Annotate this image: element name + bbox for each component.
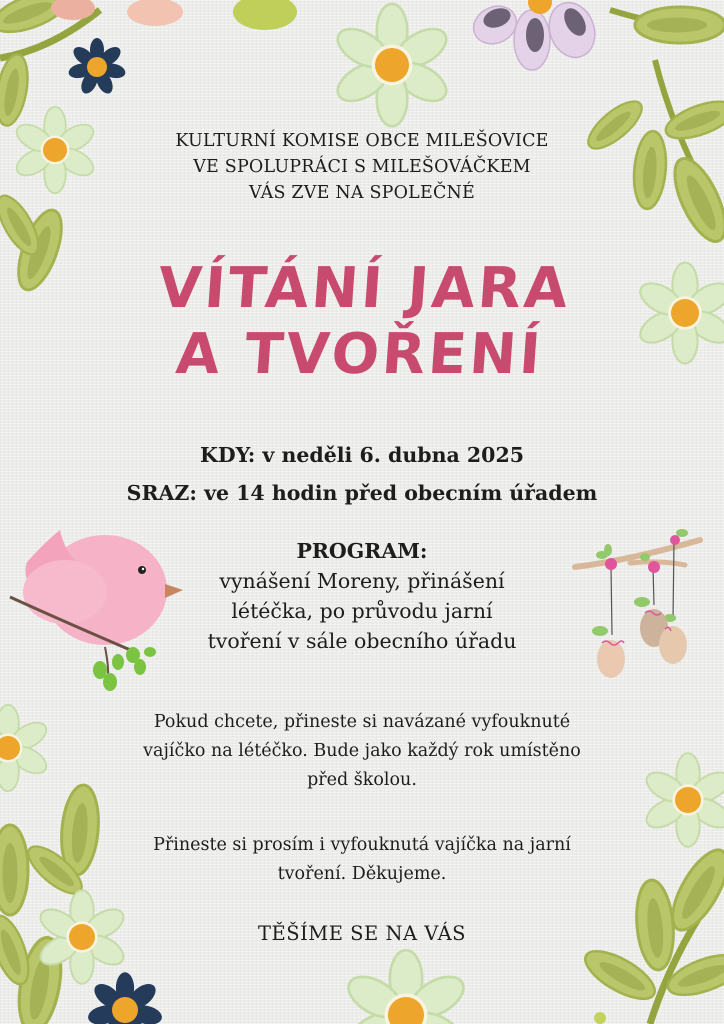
note-line: vajíčko na létéčko. Bude jako každý rok umístěno [143, 741, 581, 761]
note-line: Pokud chcete, přineste si navázané vyfouknuté [153, 712, 571, 732]
program-line: vynášení Moreny, přinášení [219, 569, 505, 593]
event-title [0, 256, 724, 388]
title-line: A TVOŘENÍ [173, 322, 546, 387]
crafting-note [0, 831, 724, 889]
title-line: VÍTÁNÍ JARA [155, 256, 573, 321]
intro-line: KULTURNÍ KOMISE OBCE MILEŠOVICE [175, 131, 549, 151]
program-line: létéčka, po průvodu jarní [231, 599, 493, 623]
intro-line: VÁS ZVE NA SPOLEČNÉ [248, 183, 476, 203]
note-line: tvoření. Děkujeme. [277, 864, 447, 884]
note-line: před školou. [307, 770, 417, 790]
organizer-intro [0, 128, 724, 206]
meeting-point: SRAZ: ve 14 hodin před obecním úřadem [126, 481, 598, 505]
event-details [0, 436, 724, 512]
note-line: Přineste si prosím i vyfouknutá vajíčka na jarní [153, 835, 571, 855]
closing-line: TĚŠÍME SE NA VÁS [257, 922, 467, 945]
program-line: tvoření v sále obecního úřadu [207, 629, 517, 653]
egg-note [0, 708, 724, 795]
program-section [0, 536, 724, 656]
program-heading: PROGRAM: [296, 539, 428, 563]
intro-line: VE SPOLUPRÁCI S MILEŠOVÁČKEM [193, 157, 531, 177]
event-date: KDY: v neděli 6. dubna 2025 [200, 443, 524, 467]
